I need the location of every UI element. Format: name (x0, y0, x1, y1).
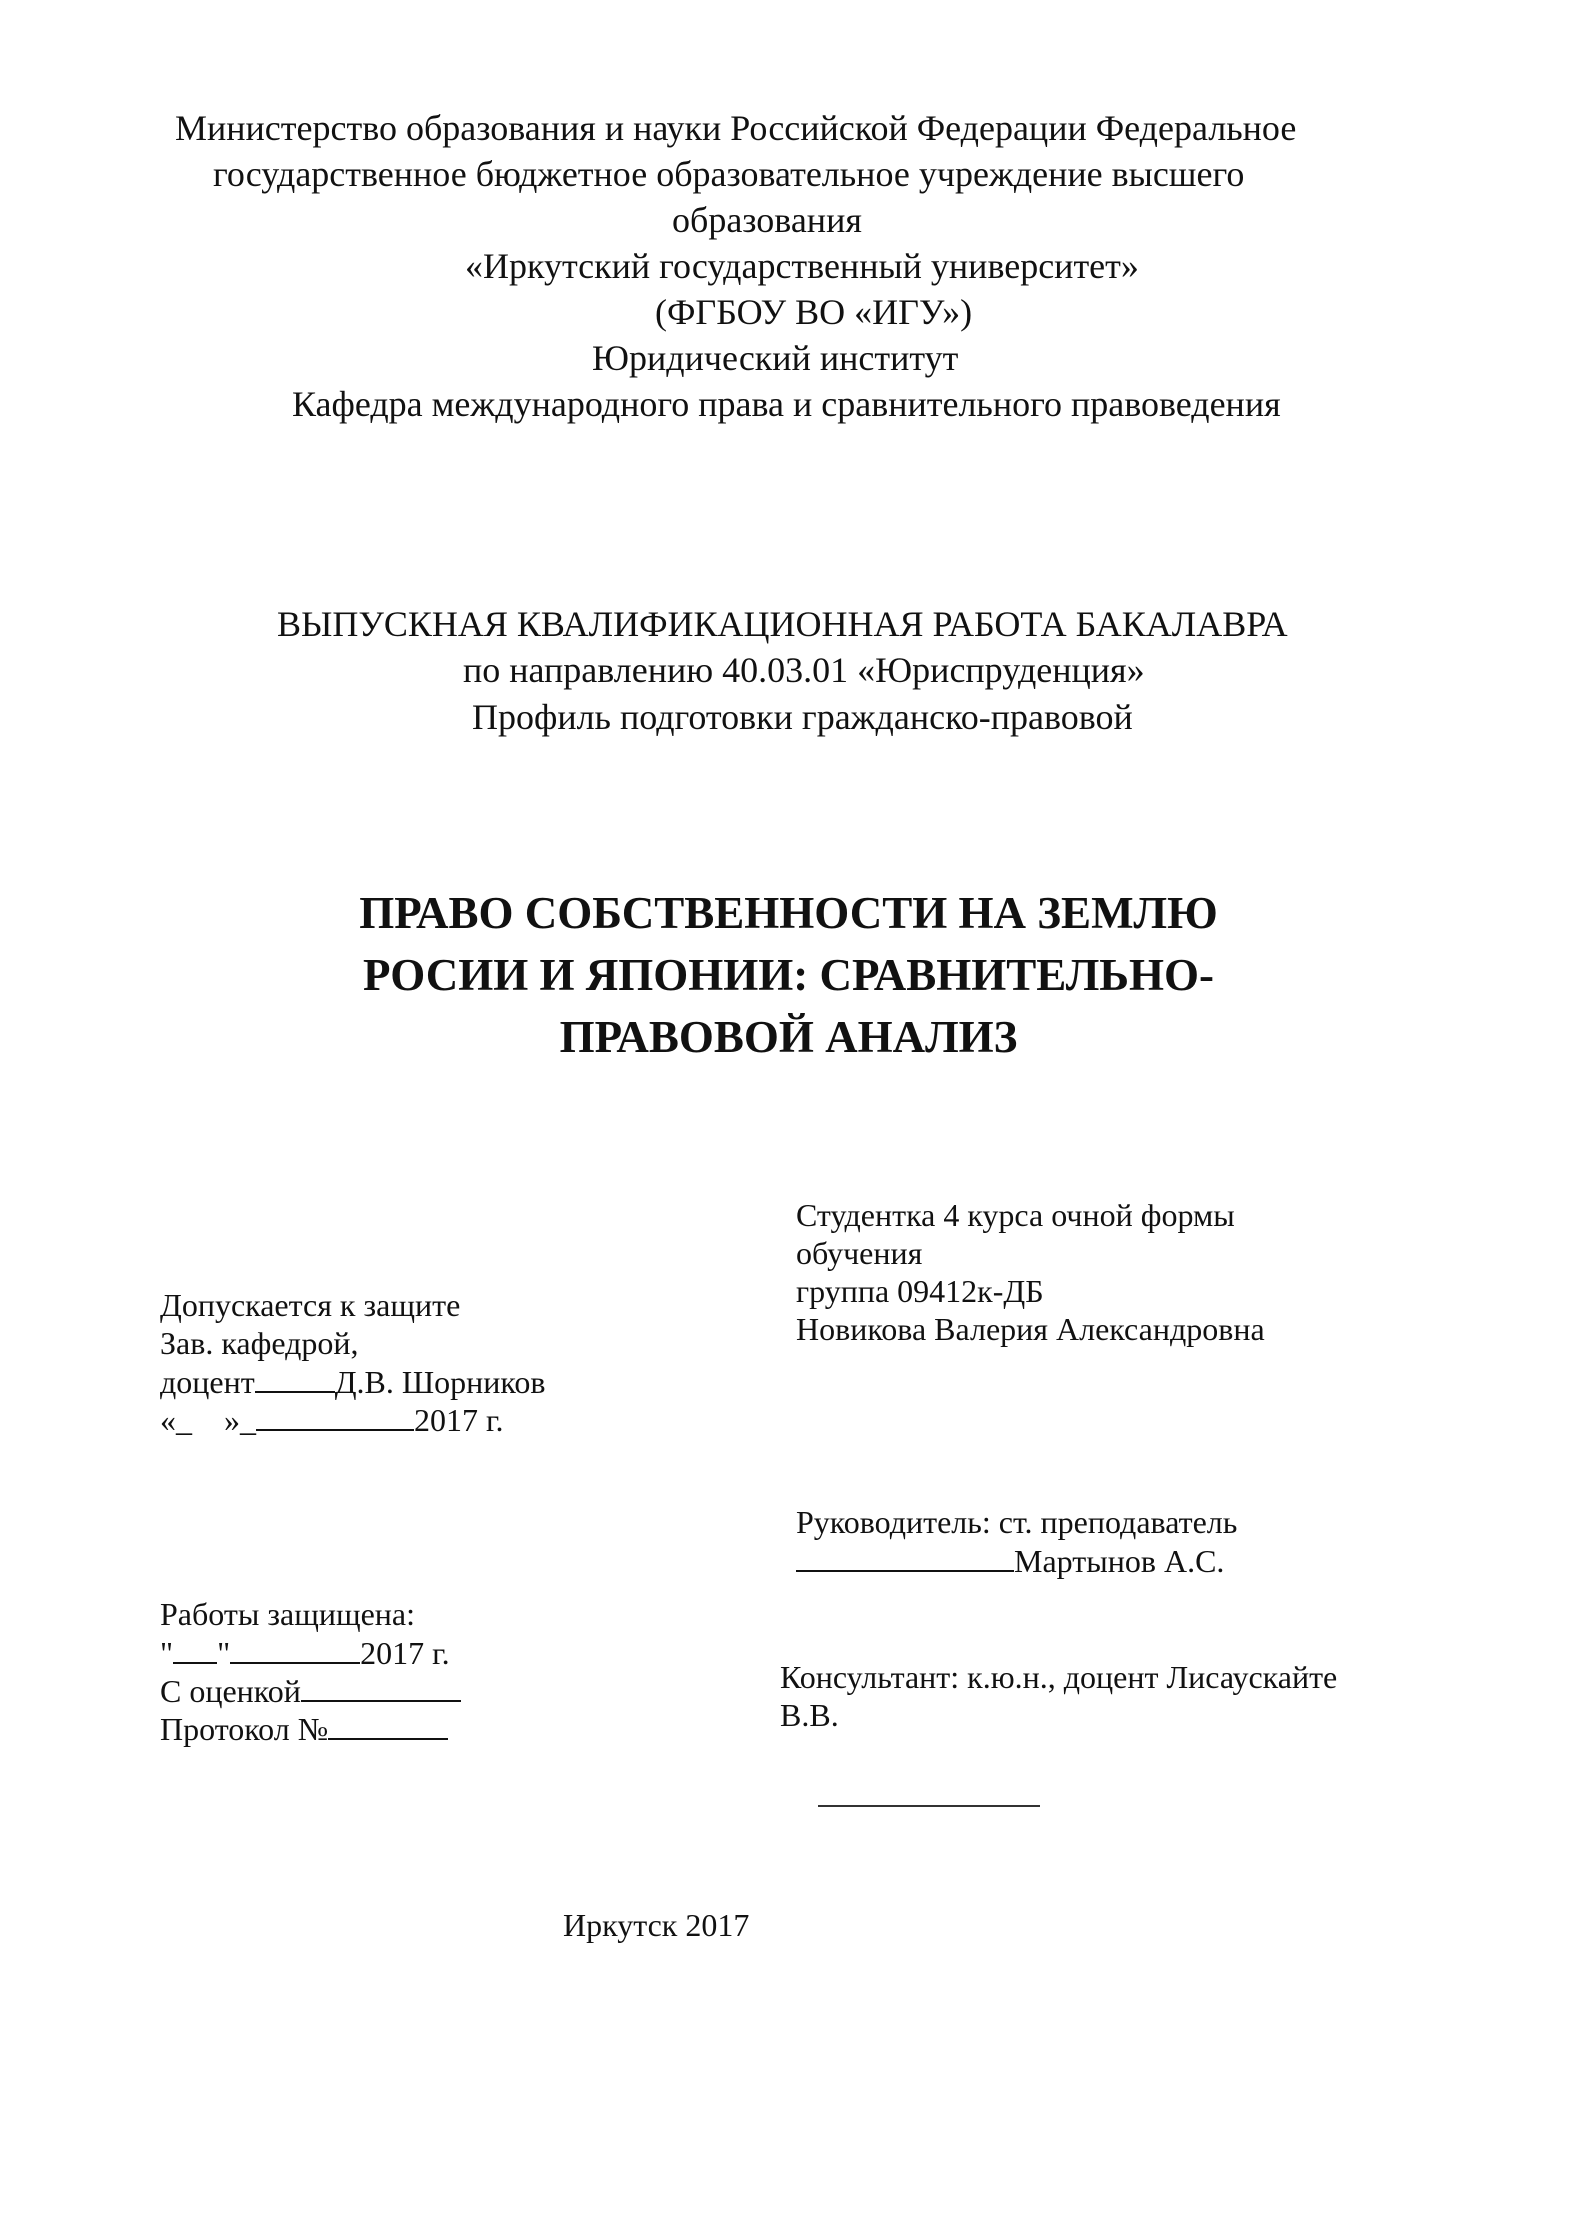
defense-date-line (160, 1632, 450, 1673)
supervisor-signature-blank (796, 1540, 1014, 1572)
ministry-line-2: государственное бюджетное образовательное учреждение высшего (213, 154, 1245, 194)
admission-year: 2017 г. (414, 1402, 504, 1438)
date-open-quote: «_ (160, 1402, 192, 1438)
supervisor-signature-line (796, 1540, 1224, 1581)
defense-protocol-label: Протокол № (160, 1711, 329, 1747)
defense-quote-close: " (217, 1635, 231, 1671)
admission-rank: доцент (160, 1364, 255, 1400)
institute-name: Юридический институт (592, 338, 959, 378)
thesis-title-line-3: ПРАВОВОЙ АНАЛИЗ (559, 1012, 1018, 1062)
department-name: Кафедра международного права и сравнительного правоведения (292, 384, 1281, 424)
thesis-title-line-2: РОСИИ И ЯПОНИИ: СРАВНИТЕЛЬНО- (363, 950, 1214, 1000)
defense-protocol-line (160, 1708, 448, 1749)
ministry-line-1: Министерство образования и науки Российской Федерации Федеральное (175, 108, 1297, 148)
ministry-line-3: образования (672, 200, 862, 240)
protocol-blank (328, 1708, 448, 1740)
admission-signature-line (160, 1361, 545, 1402)
admission-head: Зав. кафедрой, (160, 1325, 359, 1361)
supervisor-name: Мартынов А.С. (1014, 1543, 1225, 1579)
university-name: «Иркутский государственный университет» (465, 246, 1139, 286)
defense-day-blank (173, 1632, 217, 1664)
date-blank (256, 1399, 414, 1431)
grade-blank (301, 1670, 461, 1702)
university-abbrev: (ФГБОУ ВО «ИГУ») (655, 292, 973, 332)
supervisor-label: Руководитель: ст. преподаватель (796, 1504, 1238, 1540)
admission-label: Допускается к защите (160, 1287, 461, 1323)
city-year: Иркутск 2017 (563, 1907, 750, 1943)
defense-label: Работы защищена: (160, 1596, 416, 1632)
admission-head-name: Д.В. Шорников (334, 1364, 546, 1400)
consultant-line-2: В.В. (780, 1697, 839, 1733)
consultant-signature-rule (818, 1805, 1040, 1807)
student-line-1: Студентка 4 курса очной формы (796, 1197, 1235, 1233)
student-name: Новикова Валерия Александровна (796, 1311, 1265, 1347)
defense-quote-open: " (160, 1635, 174, 1671)
student-group: группа 09412к-ДБ (796, 1273, 1044, 1309)
work-type: ВЫПУСКНАЯ КВАЛИФИКАЦИОННАЯ РАБОТА БАКАЛАВРА (277, 604, 1288, 644)
consultant-line-1: Консультант: к.ю.н., доцент Лисаускайте (780, 1659, 1338, 1695)
thesis-title-line-1: ПРАВО СОБСТВЕННОСТИ НА ЗЕМЛЮ (359, 888, 1218, 938)
signature-blank (255, 1361, 335, 1393)
work-direction: по направлению 40.03.01 «Юриспруденция» (463, 650, 1145, 690)
work-profile: Профиль подготовки гражданско-правовой (472, 697, 1133, 737)
defense-grade-line (160, 1670, 461, 1711)
admission-date-line (160, 1399, 504, 1440)
defense-month-blank (230, 1632, 360, 1664)
defense-year: 2017 г. (360, 1635, 450, 1671)
date-close-quote: »_ (224, 1402, 256, 1438)
defense-grade-label: С оценкой (160, 1673, 301, 1709)
student-line-2: обучения (796, 1235, 923, 1271)
